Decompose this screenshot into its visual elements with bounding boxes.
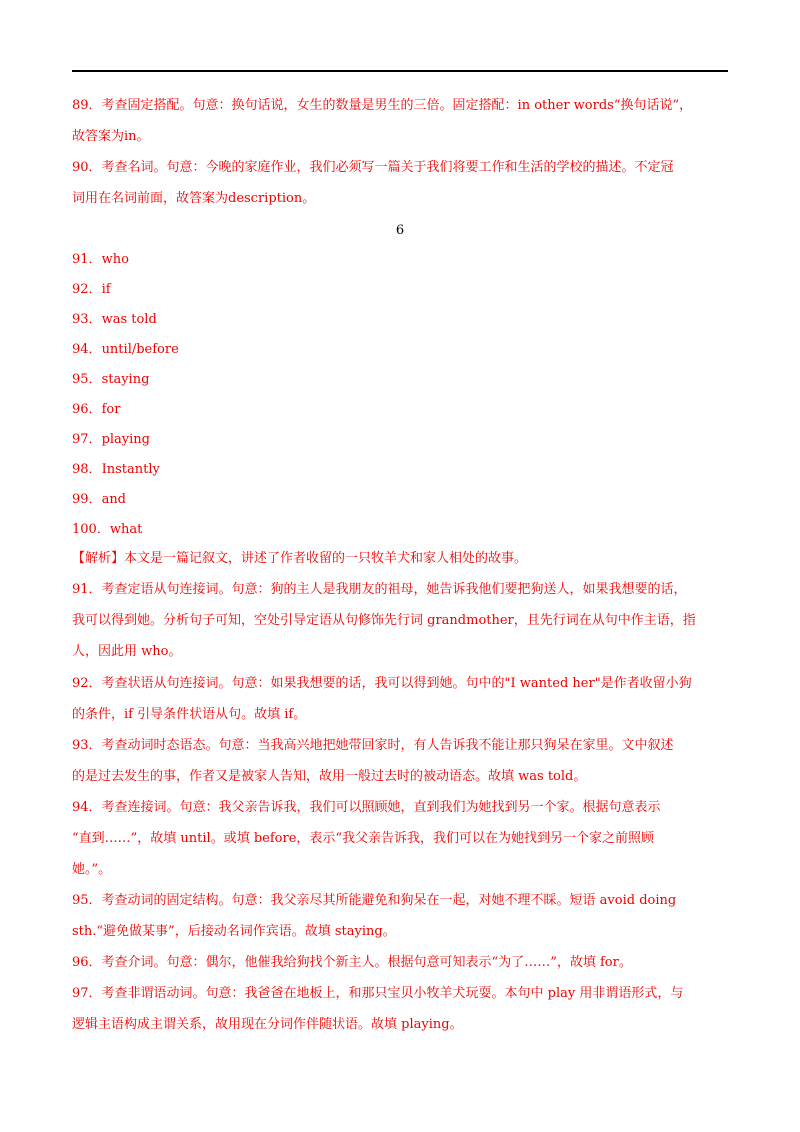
- analysis-line: 逻辑主语构成主谓关系，故用现在分词作伴随状语。故填 playing。: [72, 1017, 463, 1032]
- answer-number: 92: [72, 282, 89, 297]
- explanation-line: 故答案为in。: [72, 129, 150, 144]
- analysis-heading: 【解析】本文是一篇记叙文，讲述了作者收留的一只牧羊犬和家人相处的故事。: [72, 551, 528, 566]
- explanation-line: 89．考查固定搭配。句意：换句话说，女生的数量是男生的三倍。固定搭配：in other words“换句话说”，: [72, 98, 693, 113]
- analysis-line: 96．考查介词。句意：偶尔，他催我给狗找个新主人。根据句意可知表示“为了……”，故填 for。: [72, 955, 632, 970]
- analysis-line: 93．考查动词时态语态。句意：当我高兴地把她带回家时，有人告诉我不能让那只狗呆在家里。文中叙述: [72, 738, 674, 753]
- answer-text: if: [101, 282, 111, 297]
- answer-item: 100．what: [72, 522, 143, 537]
- analysis-line: 92．考查状语从句连接词。句意：如果我想要的话，我可以得到她。句中的"I wanted her"是作者收留小狗: [72, 676, 692, 691]
- answer-item: 96．for: [72, 402, 121, 417]
- answer-text: was told: [101, 312, 157, 327]
- answer-text: staying: [101, 372, 150, 387]
- answer-text: what: [109, 522, 143, 537]
- analysis-line: 的条件，if 引导条件状语从句。故填 if。: [72, 707, 307, 722]
- answer-number: 97: [72, 432, 89, 447]
- answer-text: who: [101, 252, 129, 267]
- answer-item: 94．until/before: [72, 342, 179, 357]
- answer-item: 92．if: [72, 282, 111, 297]
- analysis-line: 97．考查非谓语动词。句意：我爸爸在地板上，和那只宝贝小牧羊犬玩耍。本句中 play 用非谓语形式，与: [72, 986, 684, 1001]
- analysis-line: 的是过去发生的事，作者又是被家人告知，故用一般过去时的被动语态。故填 was told。: [72, 769, 587, 784]
- analysis-line: “直到……”，故填 until。或填 before，表示“我父亲告诉我，我们可以在为她找到另一个家之前照顾: [72, 831, 655, 846]
- answer-number: 93: [72, 312, 89, 327]
- answer-number: 95: [72, 372, 89, 387]
- answer-item: 95．staying: [72, 372, 150, 387]
- answer-text: Instantly: [101, 462, 160, 477]
- explanation-line: 词用在名词前面，故答案为description。: [72, 191, 316, 206]
- answer-number: 99: [72, 492, 89, 507]
- answer-number: 100: [72, 522, 97, 537]
- answer-item: 97．playing: [72, 432, 150, 447]
- header-rule: [72, 70, 728, 72]
- answer-text: for: [101, 402, 121, 417]
- answer-number: 91: [72, 252, 89, 267]
- answer-text: until/before: [101, 342, 179, 357]
- answer-text: and: [101, 492, 127, 507]
- section-number: 6: [395, 223, 405, 238]
- analysis-line: 91．考查定语从句连接词。句意：狗的主人是我朋友的祖母，她告诉我他们要把狗送人，如果我想要的话，: [72, 582, 687, 597]
- analysis-line: 人，因此用 who。: [72, 644, 182, 659]
- answer-item: 91．who: [72, 252, 129, 267]
- explanation-line: 90．考查名词。句意：今晚的家庭作业，我们必须写一篇关于我们将要工作和生活的学校的描述。不定冠: [72, 160, 674, 175]
- answer-text: playing: [101, 432, 150, 447]
- answer-number: 94: [72, 342, 89, 357]
- analysis-line: 95．考查动词的固定结构。句意：我父亲尽其所能避免和狗呆在一起，对她不理不睬。短语 avoid doing: [72, 893, 677, 908]
- analysis-line: sth.“避免做某事”，后接动名词作宾语。故填 staying。: [72, 924, 396, 939]
- answer-item: 93．was told: [72, 312, 157, 327]
- analysis-line: 她。”。: [72, 862, 112, 877]
- answer-item: 99．and: [72, 492, 127, 507]
- analysis-line: 我可以得到她。分析句子可知，空处引导定语从句修饰先行词 grandmother，且先行词在从句中作主语，指: [72, 613, 696, 628]
- answer-item: 98．Instantly: [72, 462, 160, 477]
- answer-number: 98: [72, 462, 89, 477]
- answer-number: 96: [72, 402, 89, 417]
- analysis-line: 94．考查连接词。句意：我父亲告诉我，我们可以照顾她，直到我们为她找到另一个家。根据句意表示: [72, 800, 661, 815]
